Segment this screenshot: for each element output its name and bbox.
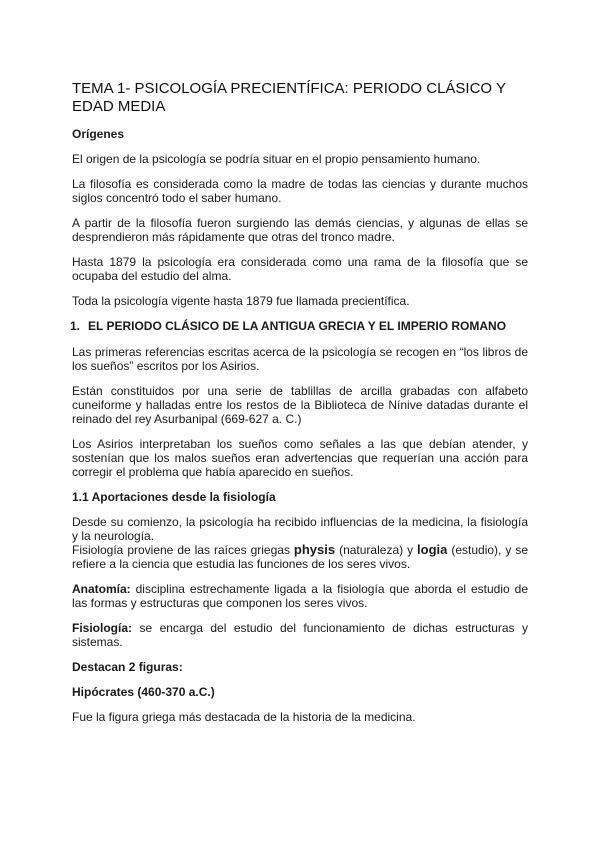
fisiologia-text: se encarga del estudio del funcionamiento de dichas estructuras y sistemas. bbox=[72, 621, 528, 649]
fisiologia-paragraph bbox=[72, 621, 528, 649]
origenes-paragraph-1: El origen de la psicología se podría situar en el propio pensamiento humano. bbox=[72, 152, 481, 166]
origenes-heading: Orígenes bbox=[72, 127, 125, 141]
destacan-heading: Destacan 2 figuras: bbox=[72, 660, 183, 674]
section-1-paragraph-1: Las primeras referencias escritas acerca de la psicología se recogen en “los libros de los sueños” escritos por los Asirios. bbox=[72, 345, 528, 373]
p2-text-b: (naturaleza) y bbox=[335, 543, 418, 557]
p2-text-a: Fisiología proviene de las raíces griegas bbox=[72, 543, 294, 557]
origenes-paragraph-4: Hasta 1879 la psicología era considerada como una rama de la filosofía que se ocupaba del estudio del alma. bbox=[72, 255, 528, 283]
fisiologia-label: Fisiología: bbox=[72, 621, 132, 635]
section-1-paragraph-3: Los Asirios interpretaban los sueños como señales a las que debían atender, y sostenían que los malos sueños eran advertencias que requerían una acción para corregir el problema que había aparecido en sueños. bbox=[72, 437, 528, 479]
anatomia-paragraph bbox=[72, 582, 528, 610]
origenes-paragraph-5: Toda la psicología vigente hasta 1879 fue llamada precientífica. bbox=[72, 294, 410, 308]
hipocrates-heading: Hipócrates (460-370 a.C.) bbox=[72, 685, 215, 699]
logia-term: logia bbox=[417, 542, 448, 557]
section-1-heading bbox=[70, 319, 528, 333]
document-title: TEMA 1- PSICOLOGÍA PRECIENTÍFICA: PERIODO CLÁSICO Y EDAD MEDIA bbox=[72, 80, 506, 115]
subsection-paragraph-1: Desde su comienzo, la psicología ha recibido influencias de la medicina, la fisiología y la neurología. bbox=[72, 515, 528, 543]
section-1-title: EL PERIODO CLÁSICO DE LA ANTIGUA GRECIA Y EL IMPERIO ROMANO bbox=[88, 319, 507, 333]
physis-term: physis bbox=[293, 542, 336, 557]
anatomia-text: disciplina estrechamente ligada a la fisiología que aborda el estudio de las formas y estructuras que componen los seres vivos. bbox=[72, 582, 528, 610]
hipocrates-paragraph: Fue la figura griega más destacada de la historia de la medicina. bbox=[72, 710, 416, 724]
section-1-paragraph-2: Están constituidos por una serie de tablillas de arcilla grabadas con alfabeto cuneiforme y halladas entre los restos de la Biblioteca de Nínive datadas durante el reinado del rey Asurbanipal (669-627 a. C.) bbox=[72, 384, 528, 426]
origenes-paragraph-2: La filosofía es considerada como la madre de todas las ciencias y durante muchos siglos concentró todo el saber humano. bbox=[72, 177, 528, 205]
subsection-paragraph-2 bbox=[72, 543, 528, 571]
document-body bbox=[72, 80, 528, 735]
section-1-number: 1. bbox=[70, 319, 81, 333]
anatomia-label: Anatomía: bbox=[72, 582, 131, 596]
p2-text-c: (estudio), y se refiere a la ciencia que estudia las funciones de los seres vivos. bbox=[72, 543, 528, 571]
origenes-paragraph-3: A partir de la filosofía fueron surgiendo las demás ciencias, y algunas de ellas se desprendieron más rápidamente que otras del tronco madre. bbox=[72, 216, 528, 244]
subsection-1-1-heading: 1.1 Aportaciones desde la fisiología bbox=[72, 490, 276, 504]
